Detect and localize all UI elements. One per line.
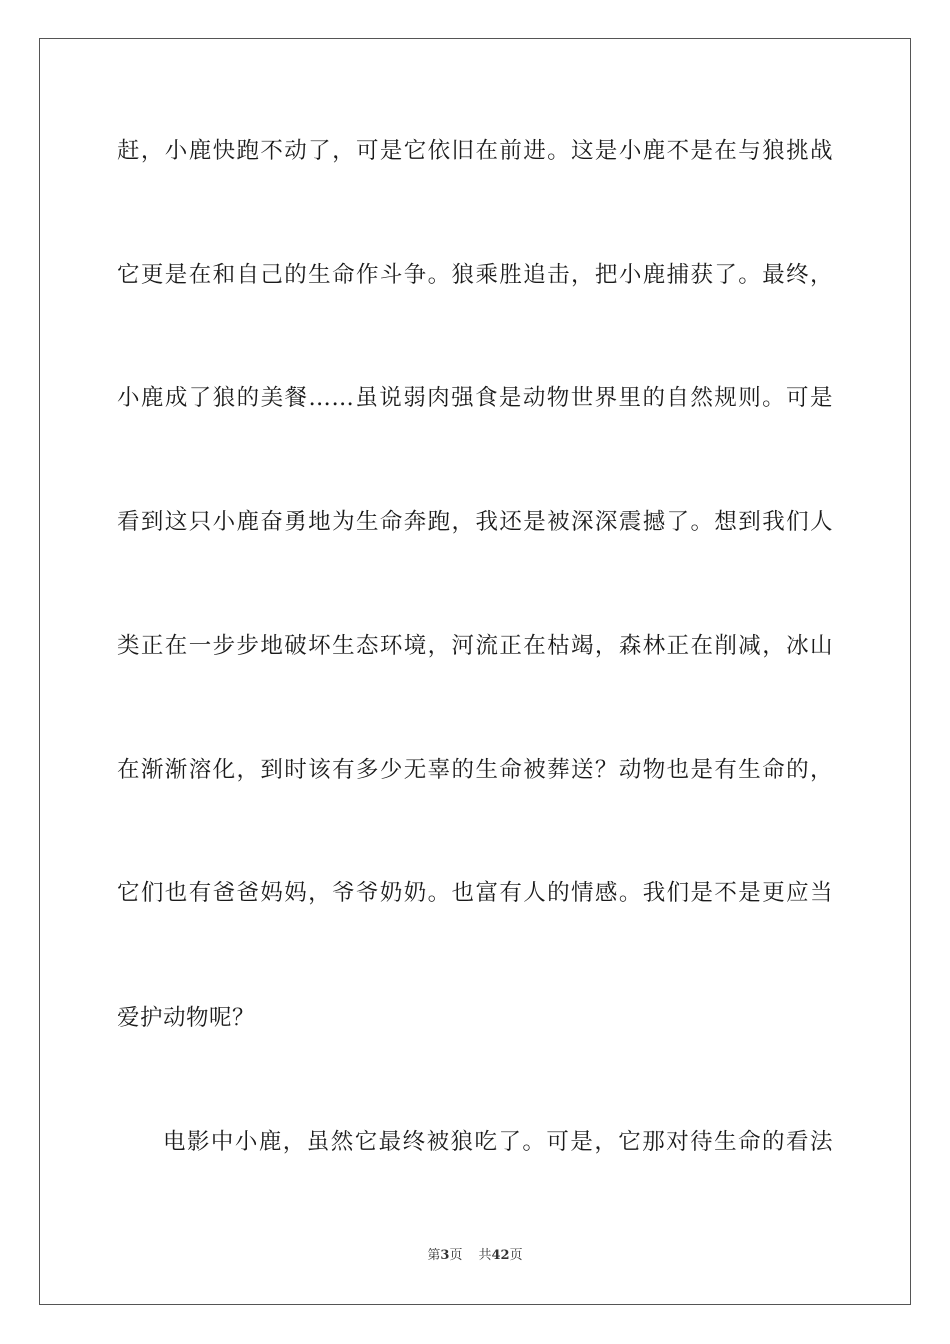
text-line: 它们也有爸爸妈妈，爷爷奶奶。也富有人的情感。我们是不是更应当 — [117, 880, 833, 906]
text-line: 小鹿成了狼的美餐……虽说弱肉强食是动物世界里的自然规则。可是 — [117, 385, 833, 411]
total-pages: 42 — [491, 1248, 510, 1263]
text-line: 赶，小鹿快跑不动了，可是它依旧在前进。这是小鹿不是在与狼挑战 — [117, 138, 833, 164]
text-line: 它更是在和自己的生命作斗争。狼乘胜追击，把小鹿捕获了。最终， — [117, 262, 833, 288]
text-line: 爱护动物呢？ — [117, 1005, 256, 1031]
paragraph-start-line: 电影中小鹿，虽然它最终被狼吃了。可是，它那对待生命的看法 — [163, 1129, 833, 1155]
total-prefix: 共 — [478, 1248, 492, 1263]
page-footer — [0, 1247, 950, 1265]
text-line: 在渐渐溶化，到时该有多少无辜的生命被葬送？动物也是有生命的， — [117, 757, 833, 783]
text-line: 看到这只小鹿奋勇地为生命奔跑，我还是被深深震撼了。想到我们人 — [117, 509, 833, 535]
page-prefix: 第 — [427, 1248, 441, 1263]
total-suffix: 页 — [509, 1248, 523, 1263]
page-number: 3 — [440, 1248, 450, 1263]
text-line: 类正在一步步地破坏生态环境，河流正在枯竭，森林正在削减，冰山 — [117, 633, 833, 659]
page-suffix: 页 — [449, 1248, 463, 1263]
page-border — [39, 38, 911, 1305]
